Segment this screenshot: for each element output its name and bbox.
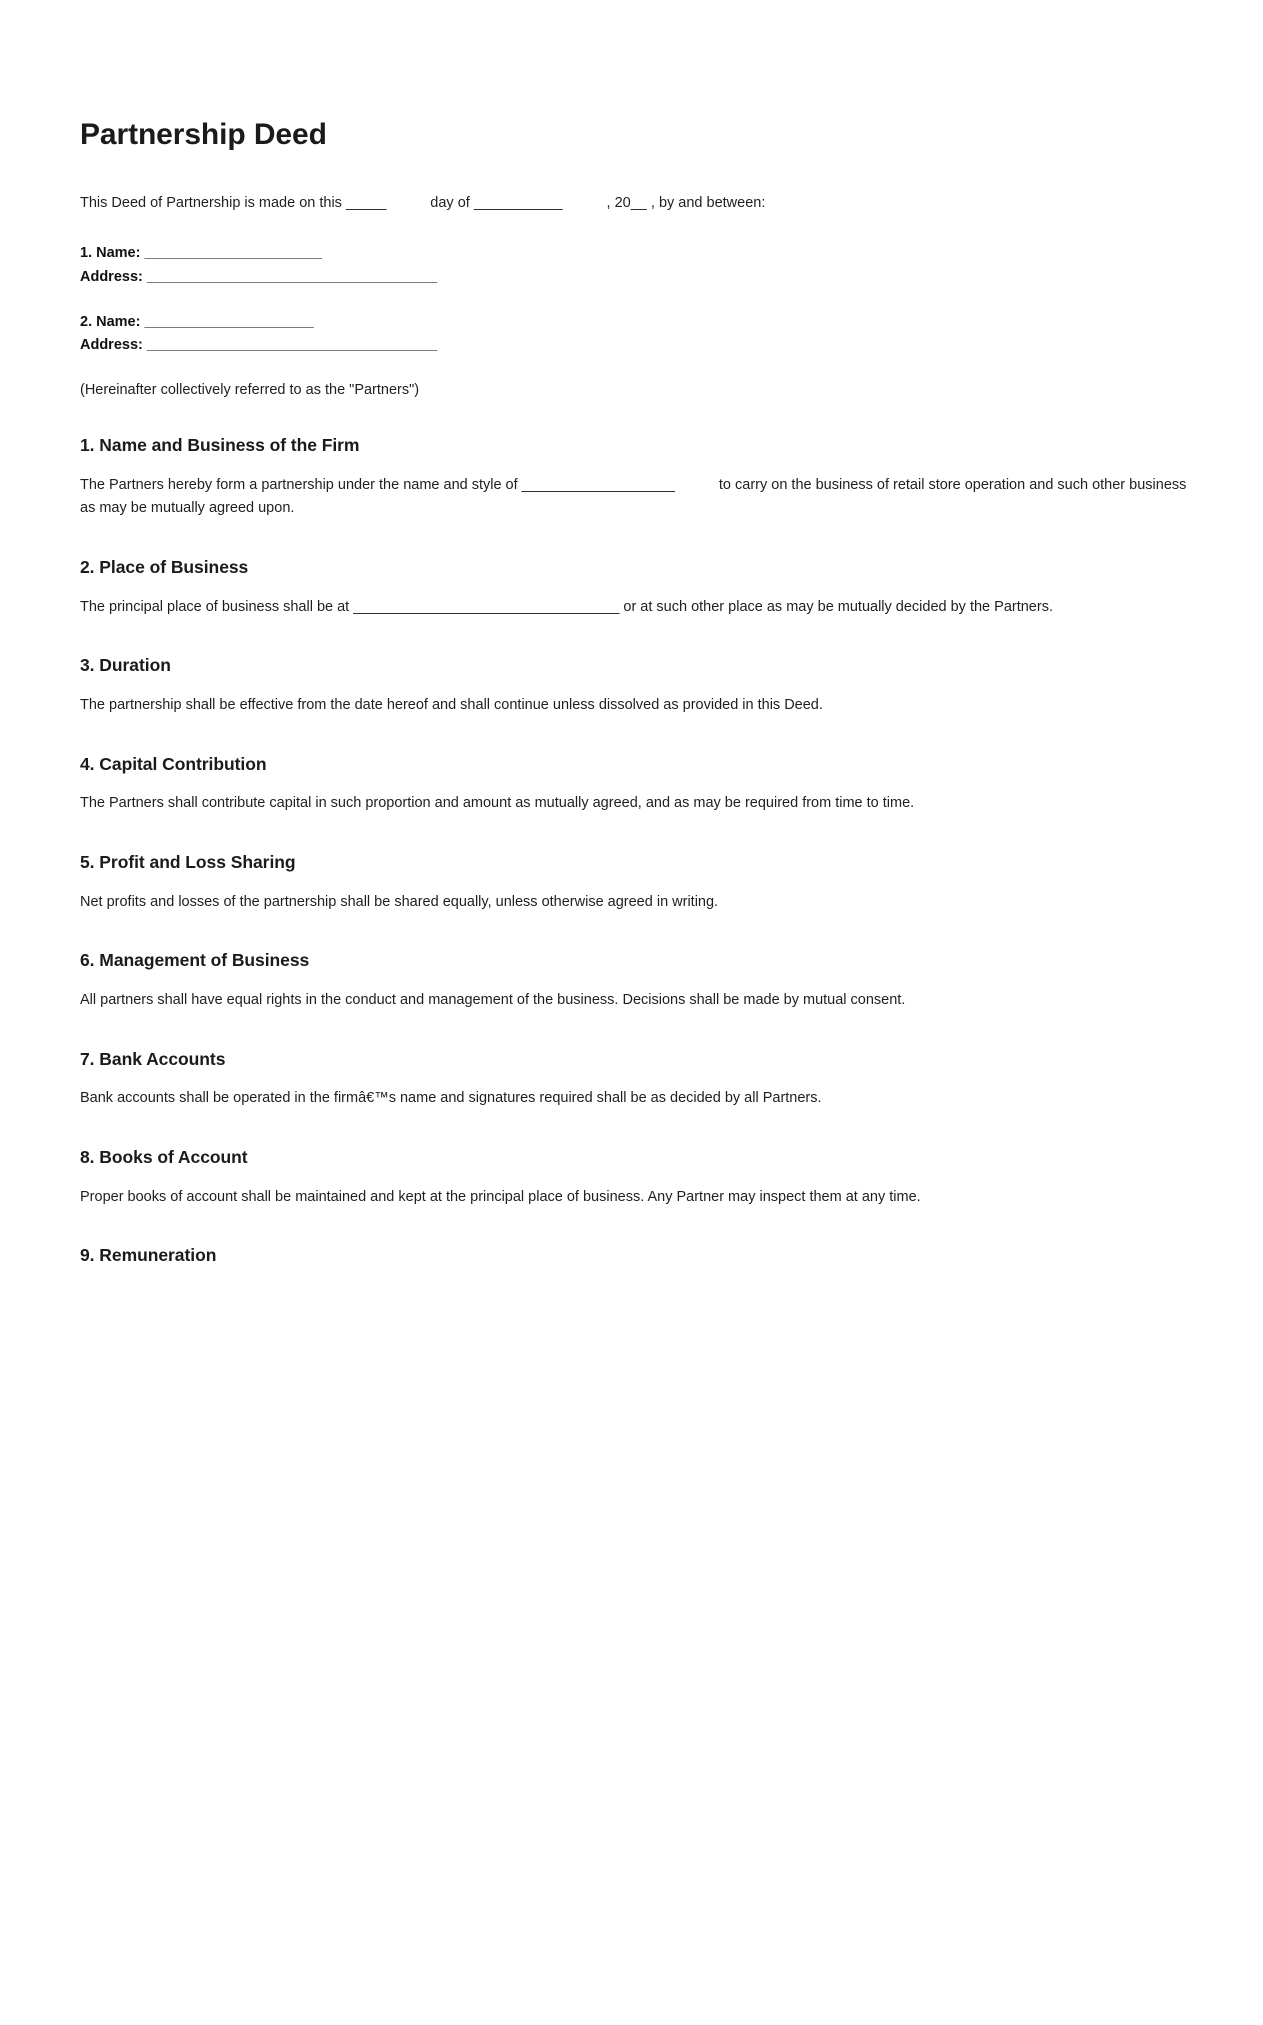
section-6-body: All partners shall have equal rights in the conduct and management of the business. Decisions shall be made by mutual consent. — [80, 992, 906, 1009]
section-remuneration — [80, 1245, 1205, 1267]
section-capital-contribution — [80, 754, 1205, 816]
section-7-body: Bank accounts shall be operated in the firmâ€™s name and signatures required shall be as decided by all Partners. — [80, 1090, 822, 1107]
party-block-1 — [80, 242, 1205, 289]
party-2-address: Address: ____________________________________ — [80, 337, 438, 354]
section-1-body — [80, 474, 1205, 521]
party-block-2 — [80, 311, 1205, 358]
section-name-and-business — [80, 435, 1205, 521]
section-books-of-account — [80, 1147, 1205, 1209]
section-8-body: Proper books of account shall be maintained and kept at the principal place of business. Any Partner may inspect them at any time. — [80, 1188, 921, 1205]
party-2-name: 2. Name: _____________________ — [80, 313, 314, 330]
section-1-heading: 1. Name and Business of the Firm — [80, 434, 360, 455]
document-body — [80, 118, 1205, 1267]
intro-paragraph — [80, 193, 1205, 214]
intro-year-part: , 20__ , by and between: — [606, 195, 766, 211]
section-8-heading: 8. Books of Account — [80, 1146, 248, 1167]
section-3-body: The partnership shall be effective from the date hereof and shall continue unless dissolved as provided in this Deed. — [80, 697, 823, 714]
section-6-heading: 6. Management of Business — [80, 950, 310, 971]
section-profit-and-loss-sharing — [80, 852, 1205, 914]
party-1-name: 1. Name: ______________________ — [80, 245, 322, 262]
section-management-of-business — [80, 950, 1205, 1012]
section-3-heading: 3. Duration — [80, 655, 171, 676]
section-5-heading: 5. Profit and Loss Sharing — [80, 851, 296, 872]
section-4-body: The Partners shall contribute capital in such proportion and amount as mutually agreed, and as may be required from time to time. — [80, 795, 915, 812]
section-1-body-part2: to carry on the business of retail store operation and such other business as may be mutually agreed upon. — [80, 476, 1187, 517]
section-4-heading: 4. Capital Contribution — [80, 753, 267, 774]
hereinafter-clause: (Hereinafter collectively referred to as the "Partners") — [80, 381, 420, 398]
intro-day-part: day of ___________ — [430, 195, 563, 211]
section-place-of-business — [80, 557, 1205, 619]
party-1-address: Address: ____________________________________ — [80, 268, 438, 285]
section-1-body-part1: The Partners hereby form a partnership under the name and style of ___________________ — [80, 476, 675, 493]
section-duration — [80, 655, 1205, 717]
page-title: Partnership Deed — [80, 118, 327, 151]
section-2-body: The principal place of business shall be at _________________________________ or at such other place as may be mutually decided by the Partners. — [80, 598, 1053, 615]
section-5-body: Net profits and losses of the partnership shall be shared equally, unless otherwise agreed in writing. — [80, 893, 719, 910]
section-bank-accounts — [80, 1049, 1205, 1111]
section-9-heading: 9. Remuneration — [80, 1245, 217, 1266]
section-2-heading: 2. Place of Business — [80, 556, 249, 577]
section-7-heading: 7. Bank Accounts — [80, 1048, 226, 1069]
intro-date-part: This Deed of Partnership is made on this _____ — [80, 195, 387, 211]
